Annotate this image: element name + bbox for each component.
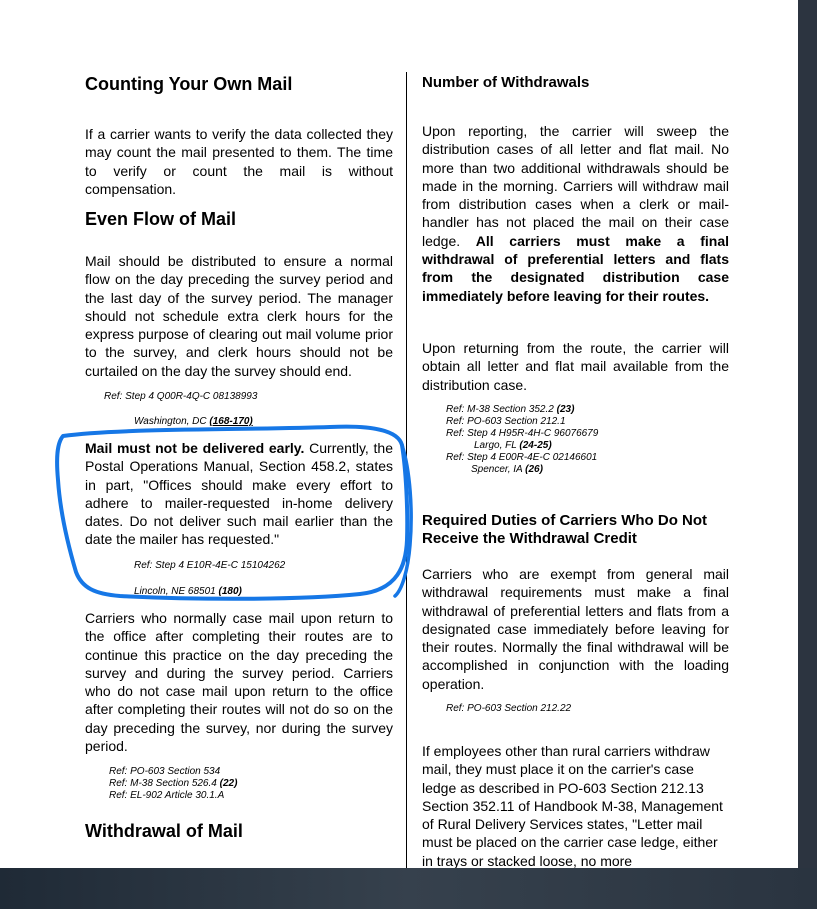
ref-line: Largo, FL (24-25) <box>474 440 552 451</box>
paragraph-rest: Currently, the Postal Operations Manual, Section 458.2, states in part, "Offices should make every effort to adhere to mailer-requested in-home delivery dates. Do not deliver such mail earlier than the date the mailer has requested." <box>85 440 393 548</box>
ref-line: Ref: EL-902 Article 30.1.A <box>109 790 225 801</box>
ref-location: Washington, DC <box>134 416 210 427</box>
paragraph-counting-mail: If a carrier wants to verify the data collected they may count the mail presented to them. The time to verify or count the mail is without compensation. <box>85 126 393 197</box>
ref-line: Ref: PO-603 Section 212.1 <box>446 416 566 427</box>
reference-lincoln <box>134 560 285 572</box>
paragraph-mail-not-early <box>85 439 393 549</box>
reference-washington-location <box>134 416 253 428</box>
paragraph-case-mail-return: Carriers who normally case mail upon return to the office after completing their routes are to continue this practice on the day preceding the survey and during the survey period. Carriers who do not case mail upon return to the office after completing their routes will not do so on the day preceding the survey, nor during the survey period. <box>85 610 393 755</box>
paragraph-plain: Upon reporting, the carrier will sweep the distribution cases of all letter and flat mail. No more than two additional withdrawals should be made in the morning. Carriers will withdraw mail from distribution cases when a clerk or mail-handler has not placed the mail on their case ledge. <box>422 123 729 249</box>
ref-line: Ref: Step 4 E10R-4E-C 15104262 <box>134 560 286 571</box>
ref-line: Ref: PO-603 Section 534 <box>109 766 221 777</box>
paragraph-exempt-carriers: Carriers who are exempt from general mail withdrawal requirements must make a final withdrawal of preferential letters and flats from a designated case immediately before leaving for their routes. Normally the final withdrawal will be accomplished in conjunction with the loading operation. <box>422 566 729 692</box>
heading-even-flow-of-mail: Even Flow of Mail <box>85 209 237 229</box>
ref-line: Ref: Step 4 E00R-4E-C 02146601 <box>446 452 598 463</box>
ref-line: Ref: Step 4 Q00R-4Q-C 08138993 <box>104 391 258 402</box>
paragraph-other-employees: If employees other than rural carriers withdraw mail, they must place it on the carrier's case ledge as described in PO-603 Section 212.13 Section 352.11 of Handbook M-38, Management of Rural Delivery Services states, "Letter mail must be placed on the carrier case ledge, either in trays or stacked loose, no more <box>422 743 723 868</box>
reference-po603-21222: Ref: PO-603 Section 212.22 <box>446 703 572 714</box>
paragraph-even-flow: Mail should be distributed to ensure a normal flow on the day preceding the survey period and the last day of the survey period. The manager should not schedule extra clerk hours for the express purpose of clearing out mail volume prior to the survey, and clerk hours should not be curtailed on the day the survey should end. <box>85 253 393 379</box>
heading-counting-your-own-mail: Counting Your Own Mail <box>85 74 293 94</box>
heading-required-duties: Required Duties of Carriers Who Do Not Receive the Withdrawal Credit <box>422 512 708 547</box>
bold-lead: Mail must not be delivered early. <box>85 440 305 456</box>
column-divider <box>406 72 407 868</box>
heading-number-of-withdrawals: Number of Withdrawals <box>422 74 590 91</box>
reference-block-po603 <box>109 766 237 802</box>
reference-block-m38 <box>446 404 598 476</box>
paragraph-upon-returning: Upon returning from the route, the carrier will obtain all letter and flat mail available from the distribution case. <box>422 340 729 393</box>
ref-pages: (180) <box>218 586 242 597</box>
paragraph-number-of-withdrawals <box>422 122 729 305</box>
ref-pages-link[interactable]: (168-170) <box>209 416 253 427</box>
heading-withdrawal-of-mail: Withdrawal of Mail <box>85 821 243 841</box>
reference-washington <box>104 391 257 403</box>
paragraph-bold: All carriers must make a final withdrawal of preferential letters and flats from the designated distribution case immediately before leaving for their routes. <box>422 232 729 304</box>
ref-location: Lincoln, NE 68501 <box>134 586 219 597</box>
ref-line: Ref: M-38 Section 352.2 (23) <box>446 404 575 415</box>
reference-lincoln-location <box>134 586 242 598</box>
ref-line: Spencer, IA (26) <box>471 464 543 475</box>
ref-line: Ref: M-38 Section 526.4 (22) <box>109 778 238 789</box>
ref-line: Ref: Step 4 H95R-4H-C 96076679 <box>446 428 599 439</box>
viewer-bottom-bar <box>0 868 817 909</box>
